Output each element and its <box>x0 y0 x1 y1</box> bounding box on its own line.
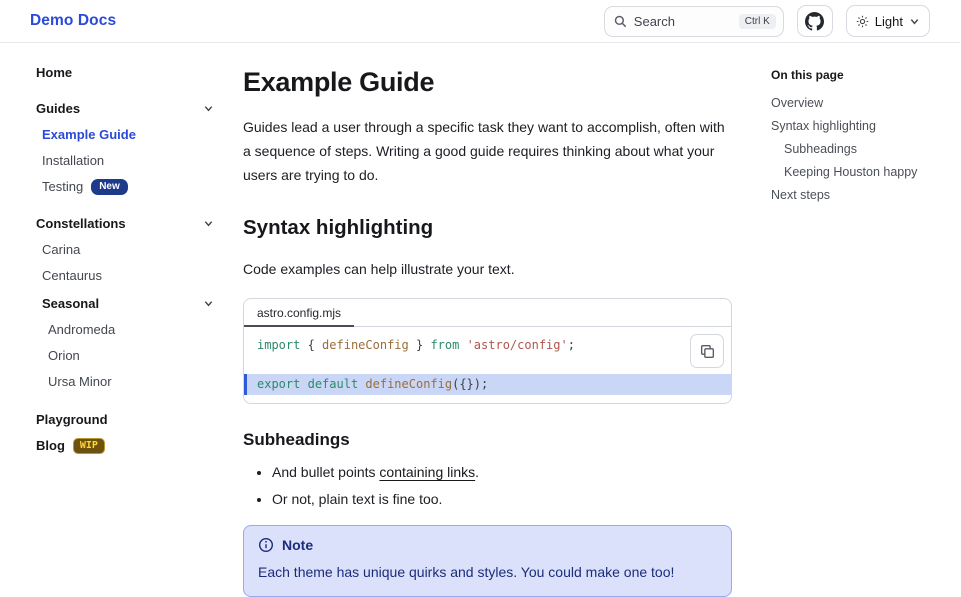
search-icon <box>614 15 627 28</box>
section-heading-subheadings: Subheadings <box>243 430 350 450</box>
github-icon <box>805 12 824 31</box>
list-item: • And bullet points containing links. <box>272 464 732 480</box>
bullet-list <box>243 464 732 507</box>
toc-item-next-steps[interactable]: Next steps <box>771 187 831 202</box>
chevron-down-icon <box>203 218 216 229</box>
toc-item-subheadings[interactable]: Subheadings <box>784 141 857 156</box>
sun-icon <box>856 15 869 28</box>
sidebar-item-installation[interactable]: Installation <box>42 152 105 168</box>
intro-paragraph: Guides lead a user through a specific task they want to accomplish, often with a sequence of steps. Writing a good guide requires thinking about what your users are trying to do. <box>243 119 725 184</box>
theme-select[interactable] <box>846 5 930 37</box>
list-item: • Or not, plain text is fine too. <box>272 491 732 507</box>
copy-button[interactable] <box>690 334 724 368</box>
sidebar-item-testing[interactable]: Testing New <box>42 173 216 200</box>
sidebar-group-constellations[interactable]: Constellations <box>36 210 216 236</box>
new-badge: New <box>91 179 128 195</box>
sidebar-item-andromeda[interactable]: Andromeda <box>48 321 116 337</box>
search-shortcut: Ctrl K <box>739 14 776 29</box>
sidebar-item-ursa-minor[interactable]: Ursa Minor <box>48 373 112 389</box>
code-area <box>244 327 731 403</box>
header-actions <box>604 5 930 37</box>
sidebar-item-blog[interactable]: Blog WIP <box>36 432 216 459</box>
sidebar <box>0 43 230 540</box>
main-content <box>230 43 732 581</box>
section-heading-syntax-highlighting: Syntax highlighting <box>243 216 434 240</box>
chevron-down-icon <box>203 298 216 309</box>
page-title: Example Guide <box>243 67 435 97</box>
sidebar-item-carina[interactable]: Carina <box>42 241 81 257</box>
toc-item-overview[interactable]: Overview <box>771 95 824 110</box>
note-title: Note <box>282 537 314 554</box>
code-line-empty <box>244 355 731 374</box>
toc-item-syntax-highlighting[interactable]: Syntax highlighting <box>771 118 876 133</box>
sidebar-item-orion[interactable]: Orion <box>48 347 80 363</box>
code-tab[interactable]: astro.config.mjs <box>244 299 354 327</box>
sidebar-group-seasonal[interactable]: Seasonal <box>42 290 216 316</box>
note-title-row <box>258 537 717 553</box>
site-title[interactable]: Demo Docs <box>30 12 117 29</box>
section-lead: Code examples can help illustrate your text. <box>243 261 515 278</box>
search-button[interactable] <box>604 6 784 37</box>
note-body: Each theme has unique quirks and styles. You could make one too! <box>258 564 675 581</box>
site-header <box>0 0 960 43</box>
sidebar-item-example-guide[interactable]: Example Guide <box>42 126 136 142</box>
code-block <box>243 298 732 404</box>
chevron-down-icon <box>203 103 216 114</box>
sidebar-group-guides[interactable]: Guides <box>36 95 216 121</box>
containing-links-link[interactable]: containing links <box>379 464 476 481</box>
code-line: import { defineConfig } from 'astro/config'; <box>257 338 575 353</box>
toc-item-keeping-houston-happy[interactable]: Keeping Houston happy <box>784 164 918 179</box>
info-icon <box>258 537 274 553</box>
theme-label: Light <box>874 13 903 29</box>
copy-icon <box>699 343 716 360</box>
sidebar-item-home[interactable]: Home <box>36 64 73 80</box>
toc-title: On this page <box>771 68 844 82</box>
code-tab-bar <box>244 299 731 327</box>
sidebar-item-centaurus[interactable]: Centaurus <box>42 267 102 283</box>
sidebar-item-playground[interactable]: Playground <box>36 411 108 427</box>
toc <box>771 43 961 540</box>
wip-badge: WIP <box>73 438 105 454</box>
code-line-highlighted: export default defineConfig({}); <box>244 374 731 395</box>
github-button[interactable] <box>797 5 833 37</box>
note-aside <box>243 525 732 597</box>
search-placeholder: Search <box>633 13 675 29</box>
chevron-down-icon <box>909 16 920 27</box>
